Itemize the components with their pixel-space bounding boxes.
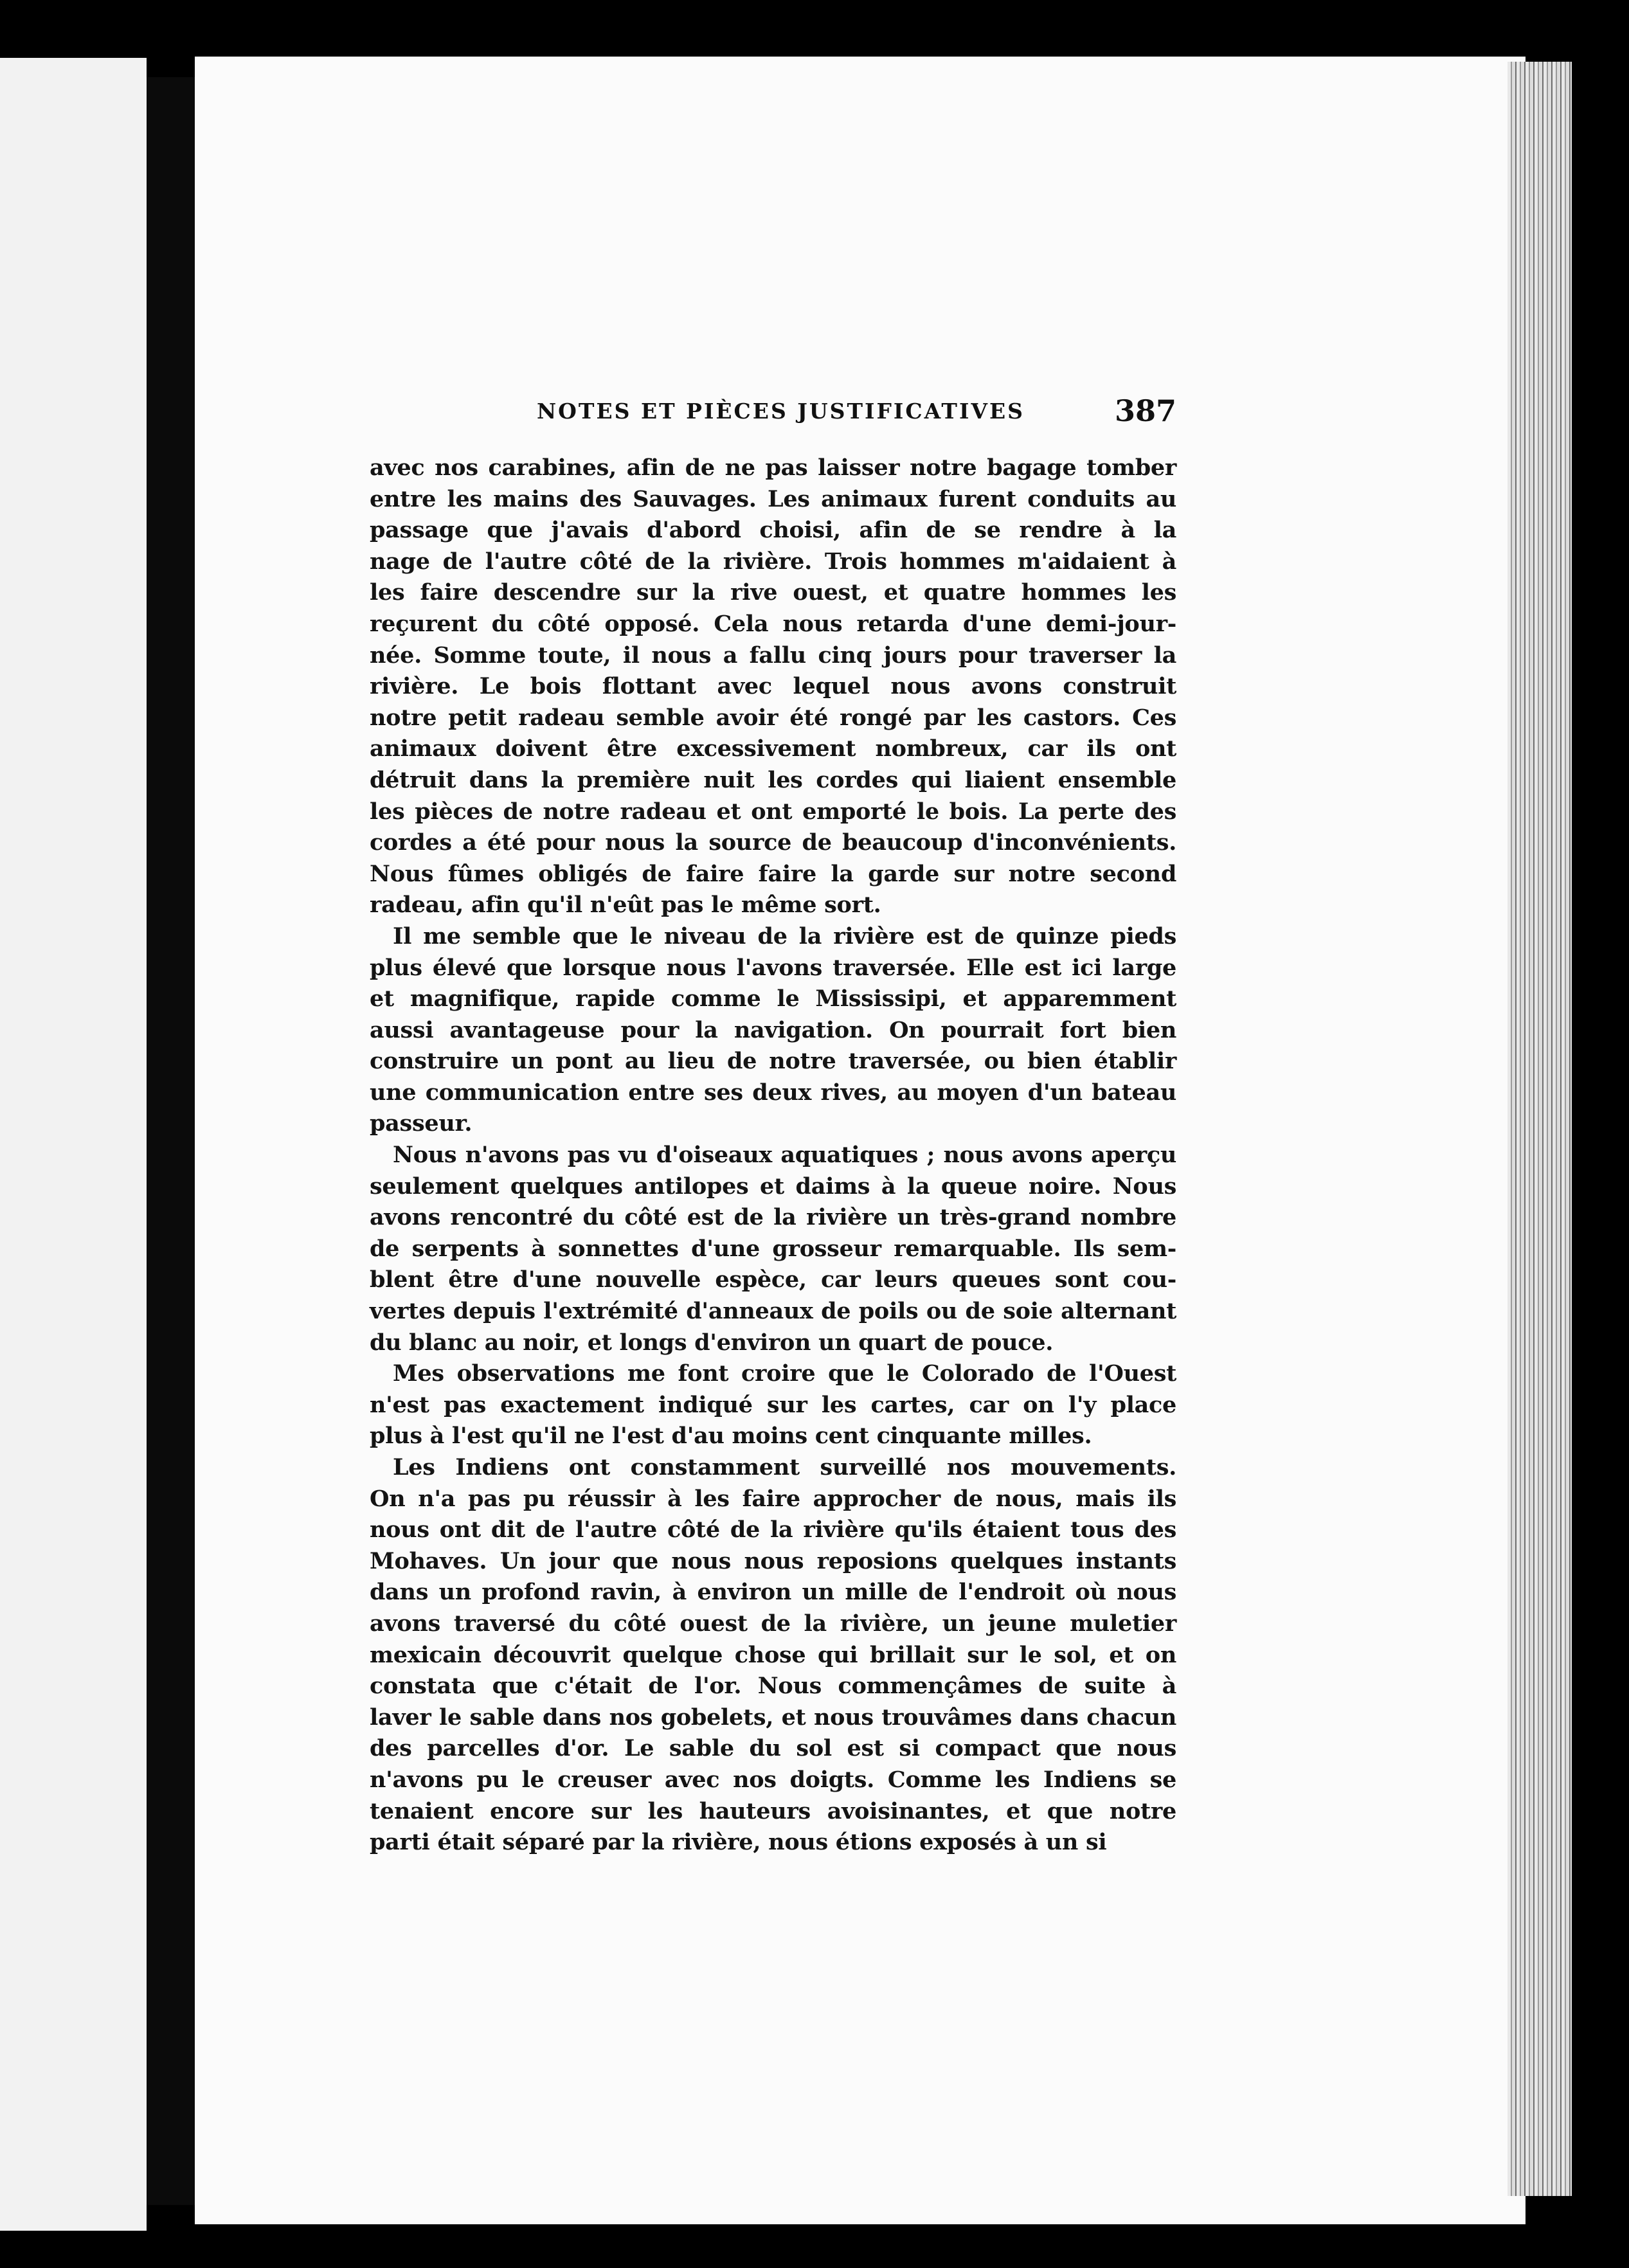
text-line: seulement quelques antilopes et daims à la queue noire. Nous [370,1173,1176,1200]
text-line: avec nos carabines, afin de ne pas laisser notre bagage tomber [370,455,1176,481]
text-line: construire un pont au lieu de notre traversée, ou bien établir [370,1048,1176,1075]
text-line: reçurent du côté opposé. Cela nous retarda d'une demi-jour- [370,610,1176,637]
paragraph [370,453,1176,921]
text-line: mexicain découvrit quelque chose qui brillait sur le sol, et on [370,1641,1176,1668]
text-line: du blanc au noir, et longs d'environ un quart de pouce. [370,1329,1054,1356]
text-line: rivière. Le bois flottant avec lequel nous avons construit [370,673,1176,700]
text-line: plus élevé que lorsque nous l'avons traversée. Elle est ici large [370,954,1176,981]
paragraph [370,1140,1176,1358]
text-line: Nous n'avons pas vu d'oiseaux aquatiques ; nous avons aperçu [393,1142,1176,1169]
text-line: radeau, afin qu'il n'eût pas le même sort. [370,892,881,919]
text-line: Mohaves. Un jour que nous nous reposions quelques instants [370,1547,1176,1574]
text-line: des parcelles d'or. Le sable du sol est si compact que nous [370,1735,1176,1762]
text-line: de serpents à sonnettes d'une grosseur remarquable. Ils sem- [370,1235,1176,1262]
text-line: plus à l'est qu'il ne l'est d'au moins cent cinquante milles. [370,1423,1092,1450]
paragraph [370,1358,1176,1452]
text-line: vertes depuis l'extrémité d'anneaux de poils ou de soie alternant [370,1298,1176,1325]
text-line: entre les mains des Sauvages. Les animaux furent conduits au [370,485,1176,512]
text-line: née. Somme toute, il nous a fallu cinq jours pour traverser la [370,642,1176,669]
text-line: animaux doivent être excessivement nombreux, car ils ont [370,735,1176,762]
body-text [370,453,1176,1859]
text-line: les pièces de notre radeau et ont emporté le bois. La perte des [370,798,1176,825]
right-border-shadow [1572,58,1629,2231]
text-line: blent être d'une nouvelle espèce, car leurs queues sont cou- [370,1266,1176,1293]
facing-page-edge [0,58,147,2231]
running-title: NOTES ET PIÈCES JUSTIFICATIVES [537,399,1025,424]
text-line: Les Indiens ont constamment surveillé nos mouvements. [393,1454,1176,1480]
text-line: Nous fûmes obligés de faire faire la garde sur notre second [370,860,1176,887]
text-line: notre petit radeau semble avoir été rongé par les castors. Ces [370,704,1176,731]
page-number: 387 [1114,393,1176,428]
page-fore-edge [1508,62,1572,2196]
text-line: Il me semble que le niveau de la rivière est de quinze pieds [393,923,1176,950]
text-line: parti était séparé par la rivière, nous étions exposés à un si [370,1829,1107,1856]
text-line: nous ont dit de l'autre côté de la rivière qu'ils étaient tous des [370,1516,1176,1544]
text-line: laver le sable dans nos gobelets, et nous trouvâmes dans chacun [370,1704,1176,1731]
text-line: passage que j'avais d'abord choisi, afin de se rendre à la [370,517,1176,544]
text-line: et magnifique, rapide comme le Mississipi, et apparemment [370,986,1176,1013]
text-line: avons rencontré du côté est de la rivière un très-grand nombre [370,1204,1176,1231]
paragraph [370,921,1176,1140]
text-line: aussi avantageuse pour la navigation. On pourrait fort bien [370,1016,1176,1043]
text-line: n'est pas exactement indiqué sur les cartes, car on l'y place [370,1391,1176,1418]
text-line: cordes a été pour nous la source de beaucoup d'inconvénients. [370,829,1176,856]
text-line: dans un profond ravin, à environ un mille de l'endroit où nous [370,1579,1176,1606]
text-line: détruit dans la première nuit les cordes qui liaient ensemble [370,766,1176,793]
text-line: une communication entre ses deux rives, au moyen d'un bateau [370,1079,1176,1106]
text-line: avons traversé du côté ouest de la rivière, un jeune muletier [370,1610,1176,1637]
book-spine-shadow [147,77,195,2205]
text-line: constata que c'était de l'or. Nous commençâmes de suite à [370,1673,1176,1700]
text-line: On n'a pas pu réussir à les faire approcher de nous, mais ils [370,1485,1176,1512]
text-line: n'avons pu le creuser avec nos doigts. Comme les Indiens se [370,1766,1176,1793]
page-header [537,393,1176,432]
paragraph [370,1452,1176,1859]
text-line: Mes observations me font croire que le Colorado de l'Ouest [393,1360,1176,1387]
text-line: tenaient encore sur les hauteurs avoisinantes, et que notre [370,1797,1176,1824]
text-line: les faire descendre sur la rive ouest, et quatre hommes les [370,579,1176,606]
text-line: nage de l'autre côté de la rivière. Trois hommes m'aidaient à [370,548,1176,575]
text-line: passeur. [370,1110,473,1137]
